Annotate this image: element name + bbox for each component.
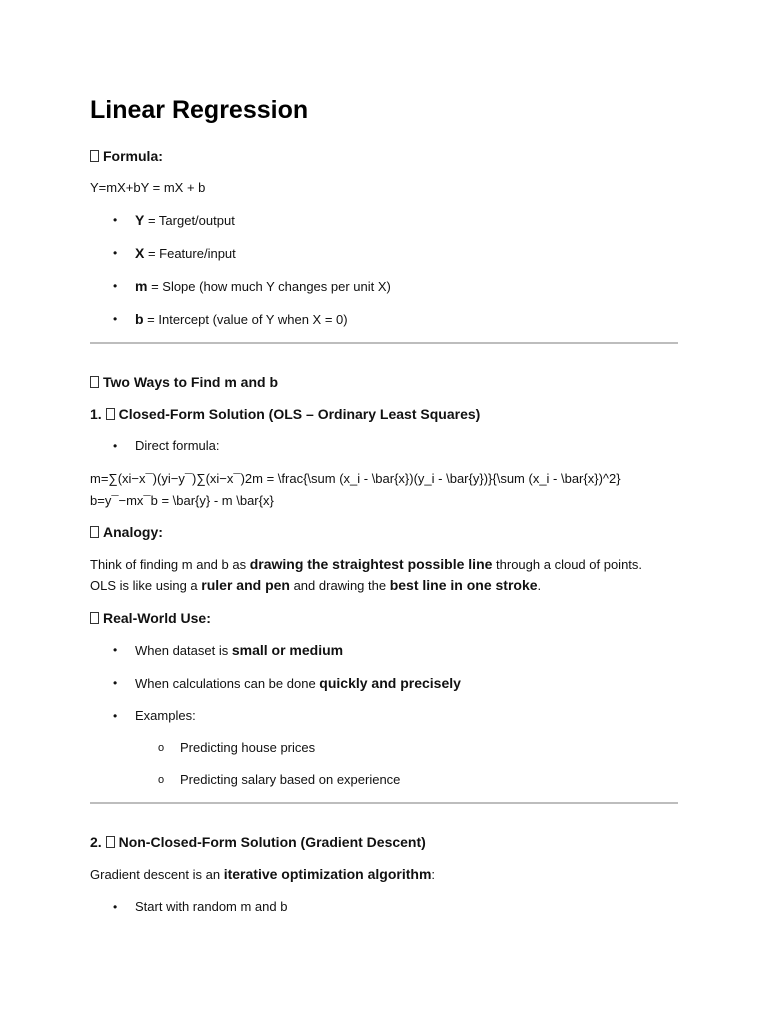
horizontal-divider [90,802,678,804]
missing-glyph-icon [90,376,99,388]
ols-formula [90,468,678,512]
list-item: • Start with random m and b [90,897,678,917]
ways-heading: Two Ways to Find m and b [90,372,678,392]
missing-glyph-icon [90,150,99,162]
missing-glyph-icon [90,526,99,538]
page-title: Linear Regression [90,96,309,124]
bullet-icon: • [113,279,118,293]
list-item: • b = Intercept (value of Y when X = 0) [113,311,348,327]
real-world-list [90,640,678,726]
list-item: o Predicting salary based on experience [90,770,678,790]
bullet-icon: • [113,643,118,657]
bullet-icon: • [113,312,118,326]
list-item: • Y = Target/output [113,212,235,228]
analogy-heading: Analogy: [90,522,678,542]
list-item: • When dataset is small or medium [113,642,344,658]
slope-formula: m=∑(xi−x¯)(yi−y¯)∑(xi−x¯)2m = \frac{\sum (x_i - \bar{x})(y_i - \bar{y})}{\sum (x_i - \bar{x})^2} [90,471,621,486]
gradient-steps-list [90,897,678,917]
document-body [90,92,678,929]
list-item: • m = Slope (how much Y changes per unit X) [113,278,391,294]
list-item: • X = Feature/input [113,245,236,261]
formula-terms-list [90,210,678,330]
closed-form-heading: 1. Closed-Form Solution (OLS – Ordinary Least Squares) [90,406,481,422]
real-world-heading: Real-World Use: [90,608,678,628]
formula-heading: Formula: [90,146,678,166]
gradient-intro: Gradient descent is an iterative optimization algorithm: [90,866,436,882]
missing-glyph-icon [106,836,115,848]
formula-equation: Y=mX+bY = mX + b [90,180,206,195]
examples-list [90,738,678,790]
bullet-icon: • [113,246,118,260]
list-item: • Examples: [90,706,678,726]
list-item: o Predicting house prices [90,738,678,758]
list-item: • Direct formula: [90,436,678,456]
bullet-icon: • [113,709,118,723]
horizontal-divider [90,342,678,344]
bullet-icon: • [113,439,118,453]
list-item: • When calculations can be done quickly and precisely [113,675,461,691]
gradient-heading: 2. Non-Closed-Form Solution (Gradient Descent) [90,834,426,850]
missing-glyph-icon [90,612,99,624]
missing-glyph-icon [106,408,115,420]
bullet-icon: • [113,213,118,227]
intercept-formula: b=y¯−mx¯b = \bar{y} - m \bar{x} [90,493,274,508]
analogy-paragraph: Think of finding m and b as drawing the straightest possible line through a cloud of points. OLS is like using a ruler and pen and drawing the best line in one stroke. [90,556,643,593]
sub-bullet-icon: o [158,774,165,786]
bullet-icon: • [113,676,118,690]
closed-form-list [90,436,678,456]
bullet-icon: • [113,900,118,914]
sub-bullet-icon: o [158,742,165,754]
